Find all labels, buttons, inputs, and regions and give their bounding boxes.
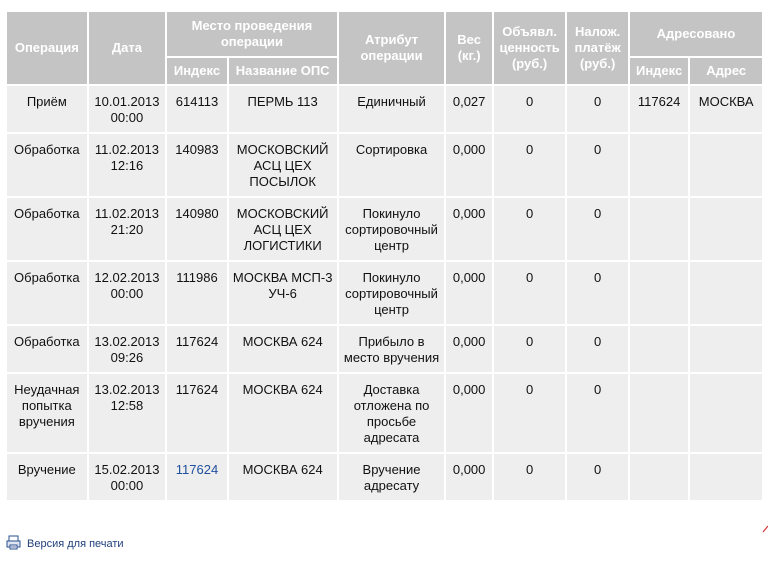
cell-declared-value: 0: [494, 454, 566, 500]
cell-weight: 0,000: [446, 262, 491, 324]
cell-addr-index: [630, 134, 688, 196]
cell-attribute: Покинуло сортировочный центр: [339, 198, 445, 260]
col-address: Адрес: [690, 58, 762, 84]
cell-address: [690, 454, 762, 500]
cell-weight: 0,000: [446, 326, 491, 372]
cell-cod: 0: [567, 374, 627, 452]
col-addressed: Адресовано: [630, 12, 762, 56]
col-cod: Налож. платёж (руб.): [567, 12, 627, 84]
cell-operation: Обработка: [7, 198, 87, 260]
cell-ops-name: МОСКВА 624: [229, 374, 337, 452]
cell-index: 117624: [167, 374, 226, 452]
tracking-table-container: [5, 10, 764, 502]
cell-cod: 0: [567, 134, 627, 196]
table-row: [7, 326, 762, 372]
cell-index: 117624: [167, 326, 226, 372]
cell-addr-index: 117624: [630, 86, 688, 132]
cell-index: 111986: [167, 262, 226, 324]
cell-addr-index: [630, 326, 688, 372]
cell-date: 15.02.2013 00:00: [89, 454, 166, 500]
col-index: Индекс: [167, 58, 226, 84]
cell-cod: 0: [567, 86, 627, 132]
cell-attribute: Прибыло в место вручения: [339, 326, 445, 372]
cell-address: МОСКВА: [690, 86, 762, 132]
table-row: [7, 454, 762, 500]
cell-date: 13.02.2013 09:26: [89, 326, 166, 372]
table-row: [7, 86, 762, 132]
cell-ops-name: МОСКВА 624: [229, 454, 337, 500]
cell-operation: Обработка: [7, 326, 87, 372]
table-row: [7, 198, 762, 260]
cell-attribute: Доставка отложена по просьбе адресата: [339, 374, 445, 452]
cell-ops-name: МОСКОВСКИЙ АСЦ ЦЕХ ПОСЫЛОК: [229, 134, 337, 196]
cell-attribute: Единичный: [339, 86, 445, 132]
cell-attribute: Сортировка: [339, 134, 445, 196]
cell-weight: 0,000: [446, 454, 491, 500]
cell-index: 140980: [167, 198, 226, 260]
cell-cod: 0: [567, 454, 627, 500]
cell-declared-value: 0: [494, 198, 566, 260]
cell-addr-index: [630, 374, 688, 452]
cell-index: 614113: [167, 86, 226, 132]
cell-address: [690, 374, 762, 452]
table-row: [7, 134, 762, 196]
col-weight: Вес (кг.): [446, 12, 491, 84]
table-row: [7, 374, 762, 452]
cell-declared-value: 0: [494, 326, 566, 372]
cell-address: [690, 262, 762, 324]
cell-ops-name: ПЕРМЬ 113: [229, 86, 337, 132]
cell-declared-value: 0: [494, 262, 566, 324]
cell-ops-name: МОСКВА 624: [229, 326, 337, 372]
col-operation: Операция: [7, 12, 87, 84]
cell-operation: Вручение: [7, 454, 87, 500]
col-place: Место проведения операции: [167, 12, 336, 56]
cell-weight: 0,027: [446, 86, 491, 132]
cell-addr-index: [630, 262, 688, 324]
tracking-table: [5, 10, 764, 502]
col-ops-name: Название ОПС: [229, 58, 337, 84]
print-version-link[interactable]: [6, 535, 124, 553]
cell-ops-name: МОСКВА МСП-3 УЧ-6: [229, 262, 337, 324]
cell-ops-name: МОСКОВСКИЙ АСЦ ЦЕХ ЛОГИСТИКИ: [229, 198, 337, 260]
col-date: Дата: [89, 12, 166, 84]
cell-address: [690, 134, 762, 196]
cell-cod: 0: [567, 326, 627, 372]
col-attribute: Атрибут операции: [339, 12, 445, 84]
cell-cod: 0: [567, 198, 627, 260]
cell-operation: Неудачная попытка вручения: [7, 374, 87, 452]
col-declared-value: Объявл. ценность (руб.): [494, 12, 566, 84]
cell-addr-index: [630, 198, 688, 260]
cell-operation: Обработка: [7, 262, 87, 324]
cell-weight: 0,000: [446, 198, 491, 260]
cell-index: 140983: [167, 134, 226, 196]
cell-operation: Обработка: [7, 134, 87, 196]
col-addr-index: Индекс: [630, 58, 688, 84]
printer-icon: [6, 535, 27, 553]
corner-mark-icon: [762, 520, 768, 539]
cell-cod: 0: [567, 262, 627, 324]
cell-date: 11.02.2013 21:20: [89, 198, 166, 260]
cell-weight: 0,000: [446, 374, 491, 452]
cell-declared-value: 0: [494, 374, 566, 452]
cell-operation: Приём: [7, 86, 87, 132]
cell-date: 10.01.2013 00:00: [89, 86, 166, 132]
table-row: [7, 262, 762, 324]
cell-index[interactable]: 117624: [167, 454, 226, 500]
cell-attribute: Вручение адресату: [339, 454, 445, 500]
cell-date: 11.02.2013 12:16: [89, 134, 166, 196]
print-version-label[interactable]: Версия для печати: [27, 538, 124, 550]
cell-address: [690, 198, 762, 260]
cell-declared-value: 0: [494, 86, 566, 132]
cell-address: [690, 326, 762, 372]
cell-attribute: Покинуло сортировочный центр: [339, 262, 445, 324]
cell-date: 12.02.2013 00:00: [89, 262, 166, 324]
cell-weight: 0,000: [446, 134, 491, 196]
cell-addr-index: [630, 454, 688, 500]
cell-declared-value: 0: [494, 134, 566, 196]
cell-date: 13.02.2013 12:58: [89, 374, 166, 452]
